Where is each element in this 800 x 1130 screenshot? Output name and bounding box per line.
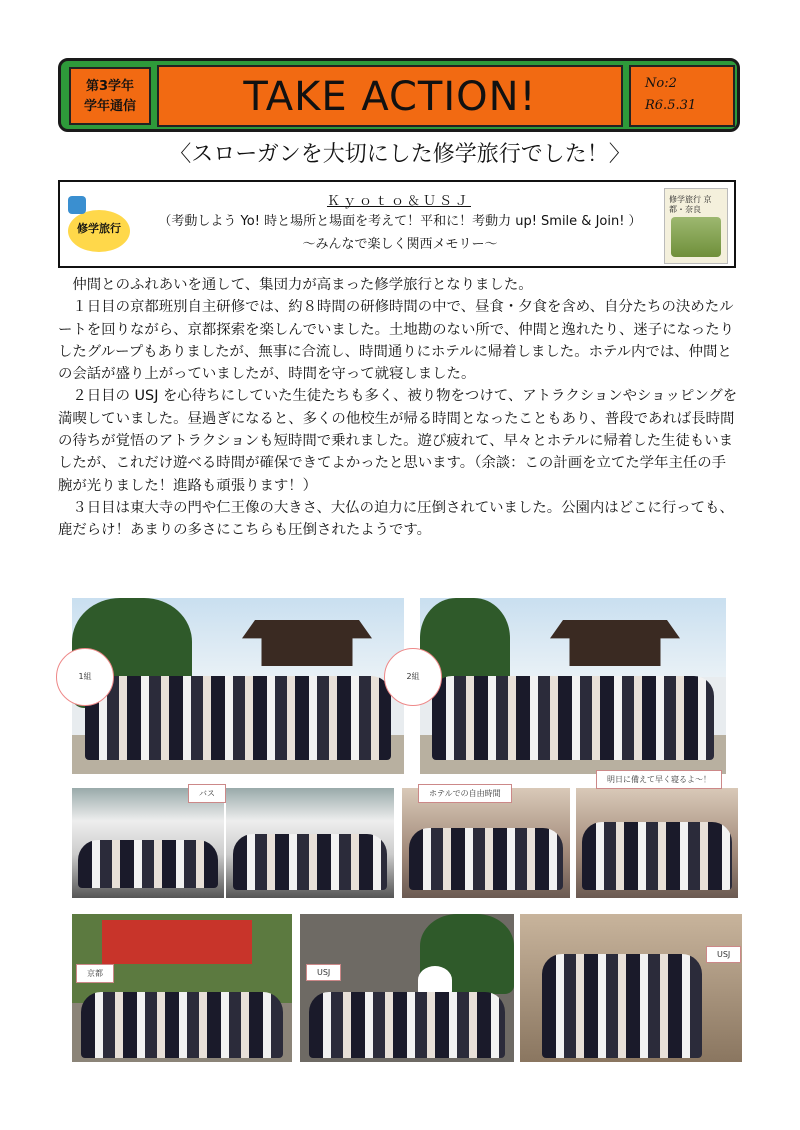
label-hotel: ホテルでの自由時間: [418, 784, 512, 803]
photo-students: [81, 992, 283, 1058]
label-tomorrow: 明日に備えて早く寝るよ～！: [596, 770, 722, 789]
paragraph-day2: ２日目の USJ を心待ちにしていた生徒たちも多く、被り物をつけて、アトラクションやショッピングを満喫していました。昼過ぎになると、多くの他校生が帰る時間となったこともあり、普段であれば長時間の待ちが覚悟のアトラクションも短時間で乗れました。遊び疲れて、早々とホテルに帰着した生徒もいましたが、これだけ遊べる時間が確保できてよかったと思います。（余談：この計画を立てた学年主任の手腕が光りました！進路も頑張ります！）: [58, 388, 738, 494]
photo-bus-2: [226, 788, 394, 898]
newsletter-title: TAKE ACTION!: [243, 74, 537, 120]
paragraph-intro: 仲間とのふれあいを通して、集団力が高まった修学旅行となりました。: [72, 277, 533, 293]
trip-banner: [58, 180, 736, 268]
label-class1: 1組: [56, 648, 114, 706]
photo-usj-2: [520, 914, 742, 1062]
photo-bus-1: [72, 788, 224, 898]
banner-destination: Ｋｙｏｔｏ＆ＵＳＪ: [326, 194, 471, 209]
issue-date: R6.5.31: [645, 98, 697, 113]
article-body: [58, 274, 740, 542]
photo-students: [309, 992, 506, 1058]
photo-students: [409, 828, 564, 890]
grade-line2: 学年通信: [83, 99, 136, 114]
issue-box: [629, 65, 735, 127]
guidebook-title: 修学旅行 京都・奈良: [669, 195, 712, 214]
photo-usj-1: [300, 914, 514, 1062]
photo-temple: [242, 620, 372, 666]
paragraph-day1: １日目の京都班別自主研修では、約８時間の研修時間の中で、昼食・夕食を含め、自分たちの決めたルートを回りながら、京都探索を楽しんでいました。土地勘のない所で、仲間と逸れたり、迷子になったりしたグループもありましたが、無事に合流し、時間通りにホテルに帰着しました。ホテル内では、仲間との会話が盛り上がっていましたが、時間を守って就寝しました。: [58, 299, 735, 383]
photo-students: [85, 676, 390, 760]
temple-illustration: [671, 217, 721, 257]
badge-label: 修学旅行: [77, 222, 121, 235]
photo-students: [432, 676, 714, 760]
label-usj-2: USJ: [706, 946, 741, 963]
label-class2: 2組: [384, 648, 442, 706]
grade-box: [69, 67, 151, 125]
label-bus: バス: [188, 784, 226, 803]
newsletter-header: [58, 58, 740, 132]
photo-students: [542, 954, 702, 1058]
title-box: [157, 65, 623, 127]
photo-temple: [550, 620, 680, 666]
paragraph-day3: ３日目は東大寺の門や仁王像の大きさ、大仏の迫力に圧倒されていました。公園内はどこに行っても、鹿だらけ！あまりの多さにこちらも圧倒されたようです。: [58, 499, 734, 539]
photo-class2-group: [420, 598, 726, 774]
guidebook-image: [664, 188, 728, 264]
photo-students: [582, 822, 731, 890]
grade-line1: 第3学年: [85, 79, 135, 94]
banner-subtitle: ～みんなで楽しく関西メモリー～: [302, 237, 498, 252]
photo-kyoto: [72, 914, 292, 1062]
photo-class1-group: [72, 598, 404, 774]
photo-students: [78, 840, 218, 888]
issue-number: No:2: [645, 76, 677, 91]
photo-shrine-gate: [102, 920, 252, 964]
banner-motto: （考動しよう Yo! 時と場所と場面を考えて！平和に！考動力 up! Smile & Join! ）: [158, 214, 642, 229]
label-kyoto: 京都: [76, 964, 114, 983]
photo-tomorrow: [576, 788, 738, 898]
photo-hotel: [402, 788, 570, 898]
heart-balloon-icon: [418, 966, 452, 994]
photo-students: [233, 834, 388, 890]
label-usj-1: USJ: [306, 964, 341, 981]
slogan-heading: 〈スローガンを大切にした修学旅行でした！〉: [169, 142, 631, 167]
